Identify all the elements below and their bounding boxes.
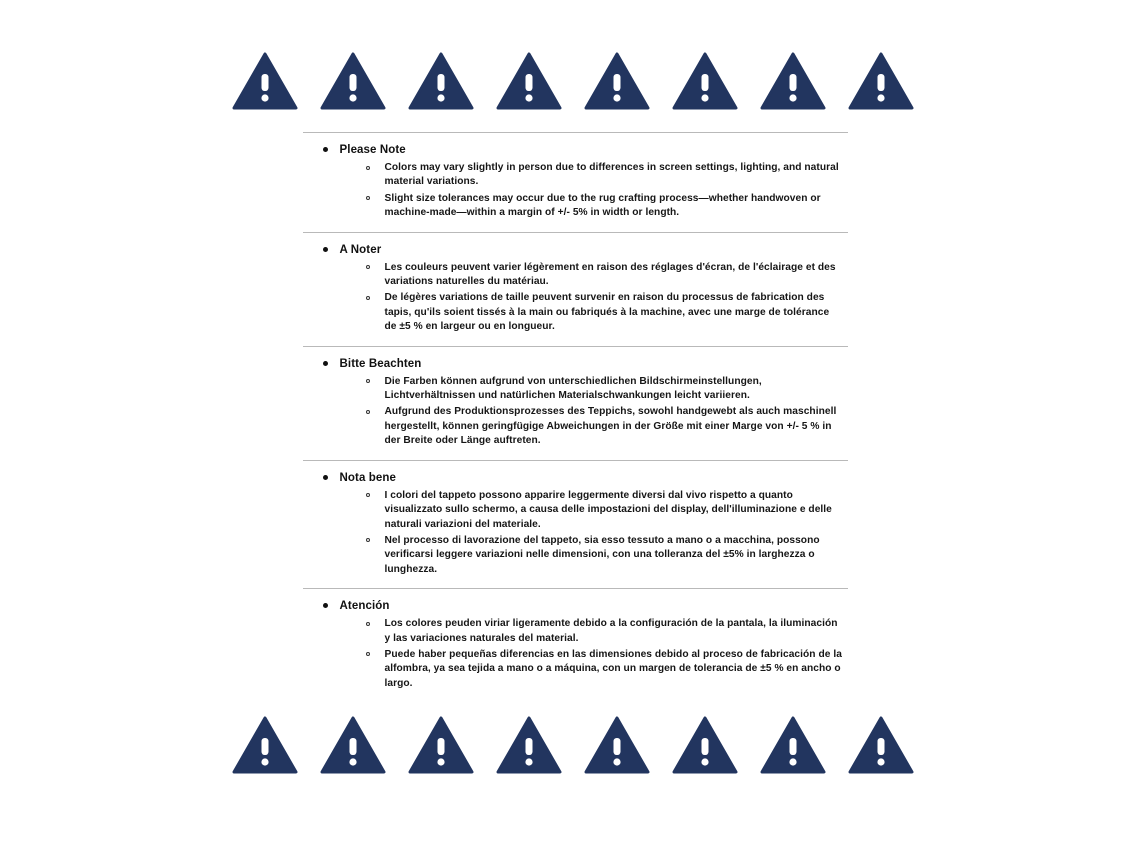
- list-item-text: Nel processo di lavorazione del tappeto, sia esso tessuto a mano o a macchina, possono verificarsi leggere variazioni nelle dimensioni, con una tolleranza del ±5% in larghezza o lunghezza.: [384, 534, 820, 575]
- section-heading-label: Nota bene: [339, 471, 396, 484]
- warning-triangle-icon: [584, 716, 650, 774]
- list-item-text: De légères variations de taille peuvent survenir en raison du processus de fabrication des tapis, qu'ils soient tissés à la main ou fabriqués à la machine, avec une marge de tolérance de ±5 % en largeur ou en longueur.: [384, 292, 830, 333]
- warning-triangle-icon: [848, 716, 914, 774]
- list-item: [303, 405, 848, 448]
- warning-icon-row-bottom: [0, 702, 1145, 774]
- circle-bullet-icon: [366, 622, 370, 626]
- list-item-text: Les couleurs peuvent varier légèrement en raison des réglages d'écran, de l'éclairage et des variations naturelles du matériau.: [384, 261, 836, 288]
- section-items: [303, 617, 848, 691]
- note-section-please-note: [303, 133, 848, 232]
- list-item-text: I colori del tappeto possono apparire leggermente diversi dal vivo rispetto a quanto visualizzato sullo schermo, a causa delle impostazioni del display, dell'illuminazione e delle naturali variazioni del materiale.: [384, 489, 832, 530]
- warning-triangle-icon: [408, 52, 474, 110]
- warning-icon-row-top: [0, 0, 1145, 110]
- bullet-icon: [323, 247, 328, 252]
- list-item-text: Colors may vary slightly in person due to differences in screen settings, lighting, and natural material variations.: [384, 162, 839, 188]
- section-items: [303, 375, 848, 449]
- warning-triangle-icon: [584, 52, 650, 110]
- section-heading: [303, 599, 848, 614]
- list-item: [303, 261, 848, 290]
- list-item-text: Los colores peuden viriar ligeramente debido a la configuración de la pantala, la iluminación y las variaciones naturales del material.: [384, 618, 838, 644]
- bullet-icon: [323, 475, 328, 480]
- circle-bullet-icon: [366, 379, 370, 383]
- list-item-text: Aufgrund des Produktionsprozesses des Teppichs, sowohl handgewebt als auch maschinell hergestellt, können geringfügige Abweichungen in der Größe mit einer Marge von +/- 5 % in der Breite oder Länge auftreten.: [384, 406, 837, 447]
- list-item-text: Slight size tolerances may occur due to the rug crafting process—whether handwoven or machine-made—within a margin of +/- 5% in width or length.: [384, 192, 821, 219]
- list-item-text: Die Farben können aufgrund von unterschiedlichen Bildschirmeinstellungen, Lichtverhältnissen und natürlichen Materialschwankungen leicht variieren.: [384, 375, 762, 402]
- section-heading-label: Bitte Beachten: [339, 357, 422, 370]
- list-item: [303, 192, 848, 221]
- warning-triangle-icon: [848, 52, 914, 110]
- section-heading: [303, 143, 848, 158]
- section-heading: [303, 243, 848, 258]
- circle-bullet-icon: [366, 265, 370, 269]
- warning-triangle-icon: [496, 52, 562, 110]
- notes-content: [298, 132, 848, 702]
- section-heading-label: Please Note: [339, 144, 406, 156]
- warning-triangle-icon: [760, 52, 826, 110]
- list-item: [303, 534, 848, 577]
- circle-bullet-icon: [366, 652, 370, 656]
- circle-bullet-icon: [366, 296, 370, 300]
- warning-triangle-icon: [760, 716, 826, 774]
- note-section-a-noter: [303, 233, 848, 346]
- section-heading-label: Atención: [339, 600, 390, 613]
- note-section-nota-bene: [303, 461, 848, 588]
- circle-bullet-icon: [366, 196, 370, 200]
- circle-bullet-icon: [366, 538, 370, 542]
- warning-triangle-icon: [408, 716, 474, 774]
- list-item: [303, 648, 848, 691]
- warning-triangle-icon: [496, 716, 562, 774]
- warning-triangle-icon: [232, 716, 298, 774]
- bullet-icon: [323, 603, 328, 608]
- warning-triangle-icon: [320, 52, 386, 110]
- note-section-bitte-beachten: [303, 347, 848, 460]
- list-item: [303, 161, 848, 190]
- list-item: [303, 291, 848, 334]
- warning-triangle-icon: [672, 52, 738, 110]
- circle-bullet-icon: [366, 410, 370, 414]
- warning-triangle-icon: [232, 52, 298, 110]
- list-item-text: Puede haber pequeñas diferencias en las dimensiones debido al proceso de fabricación de la alfombra, ya sea tejida a mano o a máquina, con un margen de tolerancia de ±5 % en ancho o largo.: [384, 648, 842, 689]
- warning-triangle-icon: [672, 716, 738, 774]
- circle-bullet-icon: [366, 493, 370, 497]
- list-item: [303, 489, 848, 532]
- section-heading-label: A Noter: [339, 243, 382, 256]
- section-items: [303, 261, 848, 335]
- section-heading: [303, 357, 848, 372]
- bullet-icon: [323, 147, 328, 152]
- section-items: [303, 489, 848, 577]
- bullet-icon: [323, 361, 328, 366]
- warning-triangle-icon: [320, 716, 386, 774]
- list-item: [303, 617, 848, 646]
- note-section-atencion: [303, 589, 848, 702]
- list-item: [303, 375, 848, 404]
- section-heading: [303, 471, 848, 486]
- circle-bullet-icon: [366, 166, 370, 170]
- section-items: [303, 161, 848, 221]
